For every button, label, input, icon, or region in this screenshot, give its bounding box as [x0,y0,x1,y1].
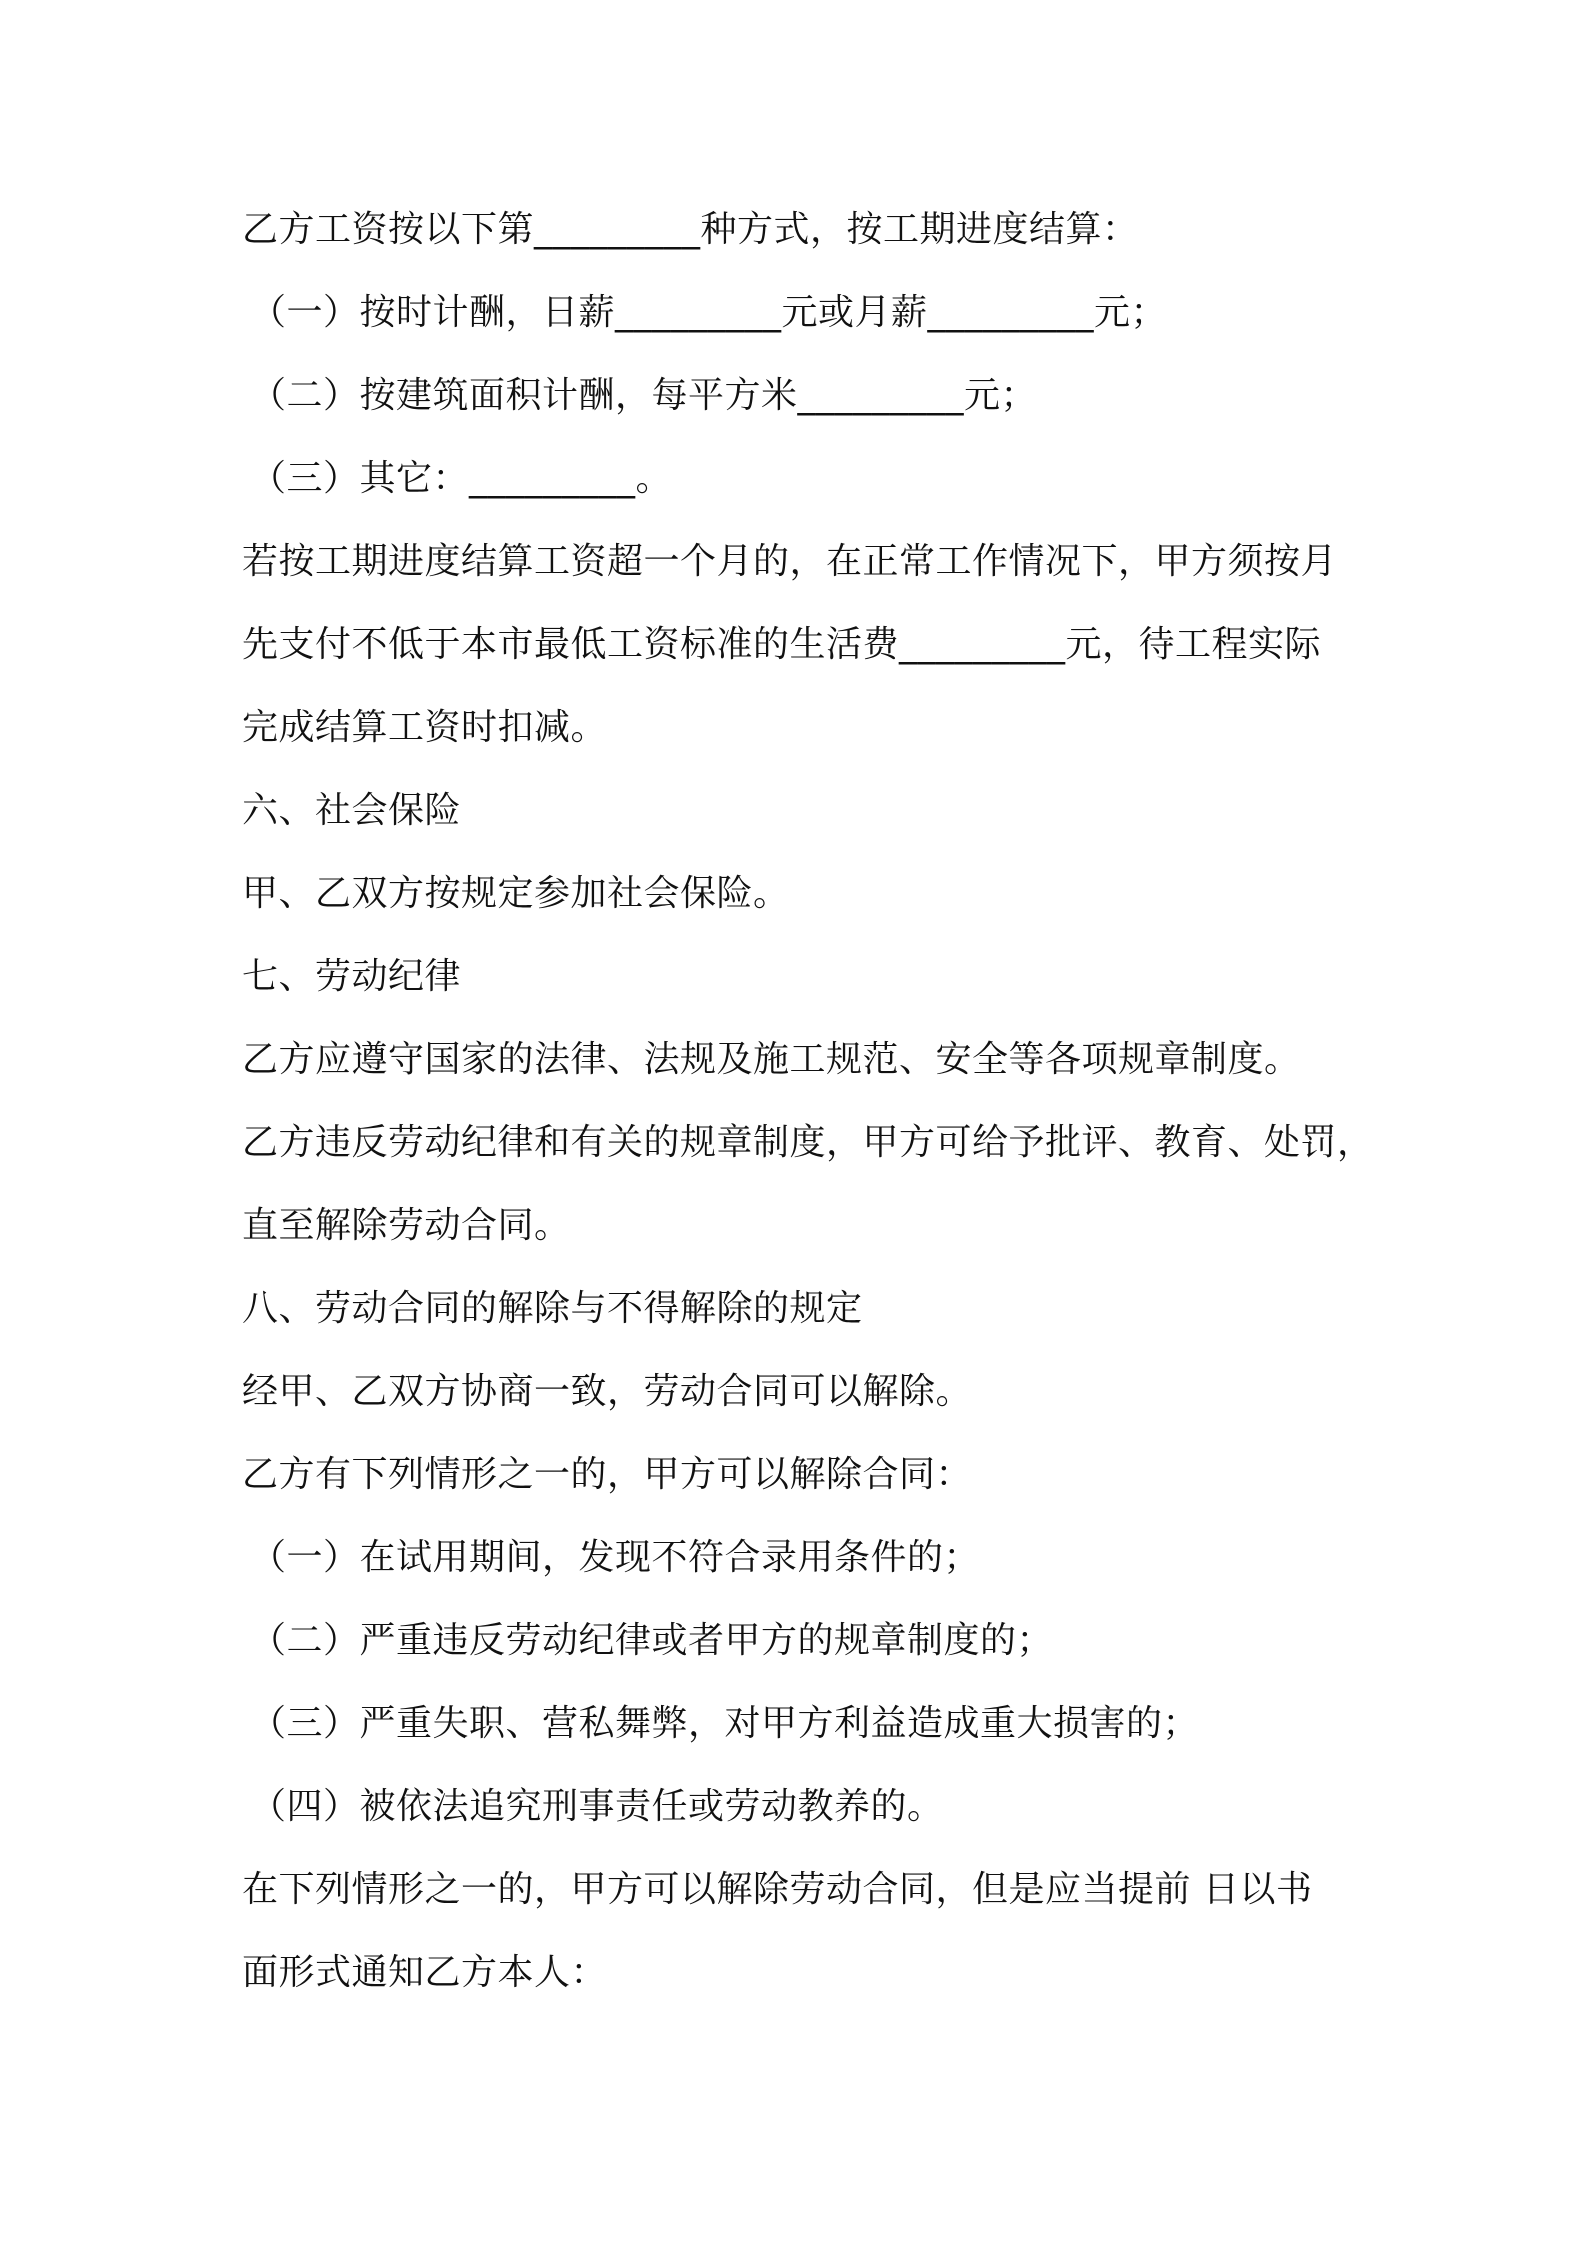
list-item: （二）严重违反劳动纪律或者甲方的规章制度的； [250,1620,1054,1661]
paragraph-line: 完成结算工资时扣减。 [242,707,608,748]
list-item: （一）在试用期间，发现不符合录用条件的； [250,1537,981,1578]
paragraph-line: 乙方有下列情形之一的，甲方可以解除合同： [242,1454,973,1495]
paragraph-line: 在下列情形之一的，甲方可以解除劳动合同，但是应当提前 日以书 [242,1869,1313,1910]
wage-option-hourly: （一）按时计酬，日薪_________元或月薪_________元； [250,292,1168,333]
list-item: （三）严重失职、营私舞弊，对甲方利益造成重大损害的； [250,1703,1200,1744]
paragraph-line: 面形式通知乙方本人： [242,1952,608,1993]
section-heading-termination: 八、劳动合同的解除与不得解除的规定 [242,1288,863,1329]
paragraph-line: 甲、乙双方按规定参加社会保险。 [242,873,790,914]
paragraph-line: 直至解除劳动合同。 [242,1205,571,1246]
section-heading-social-insurance: 六、社会保险 [242,790,462,831]
paragraph-line: 经甲、乙双方协商一致，劳动合同可以解除。 [242,1371,973,1412]
paragraph-line: 先支付不低于本市最低工资标准的生活费_________元，待工程实际 [242,624,1322,665]
wage-method-line: 乙方工资按以下第_________种方式，按工期进度结算： [242,209,1139,250]
paragraph-line: 乙方应遵守国家的法律、法规及施工规范、安全等各项规章制度。 [242,1039,1301,1080]
section-heading-labor-discipline: 七、劳动纪律 [242,956,462,997]
paragraph-line: 若按工期进度结算工资超一个月的，在正常工作情况下，甲方须按月 [242,541,1338,582]
list-item: （四）被依法追究刑事责任或劳动教养的。 [250,1786,944,1827]
paragraph-line: 乙方违反劳动纪律和有关的规章制度，甲方可给予批评、教育、处罚， [242,1122,1374,1163]
wage-option-other: （三）其它：_________。 [250,458,673,499]
wage-option-area: （二）按建筑面积计酬，每平方米_________元； [250,375,1038,416]
